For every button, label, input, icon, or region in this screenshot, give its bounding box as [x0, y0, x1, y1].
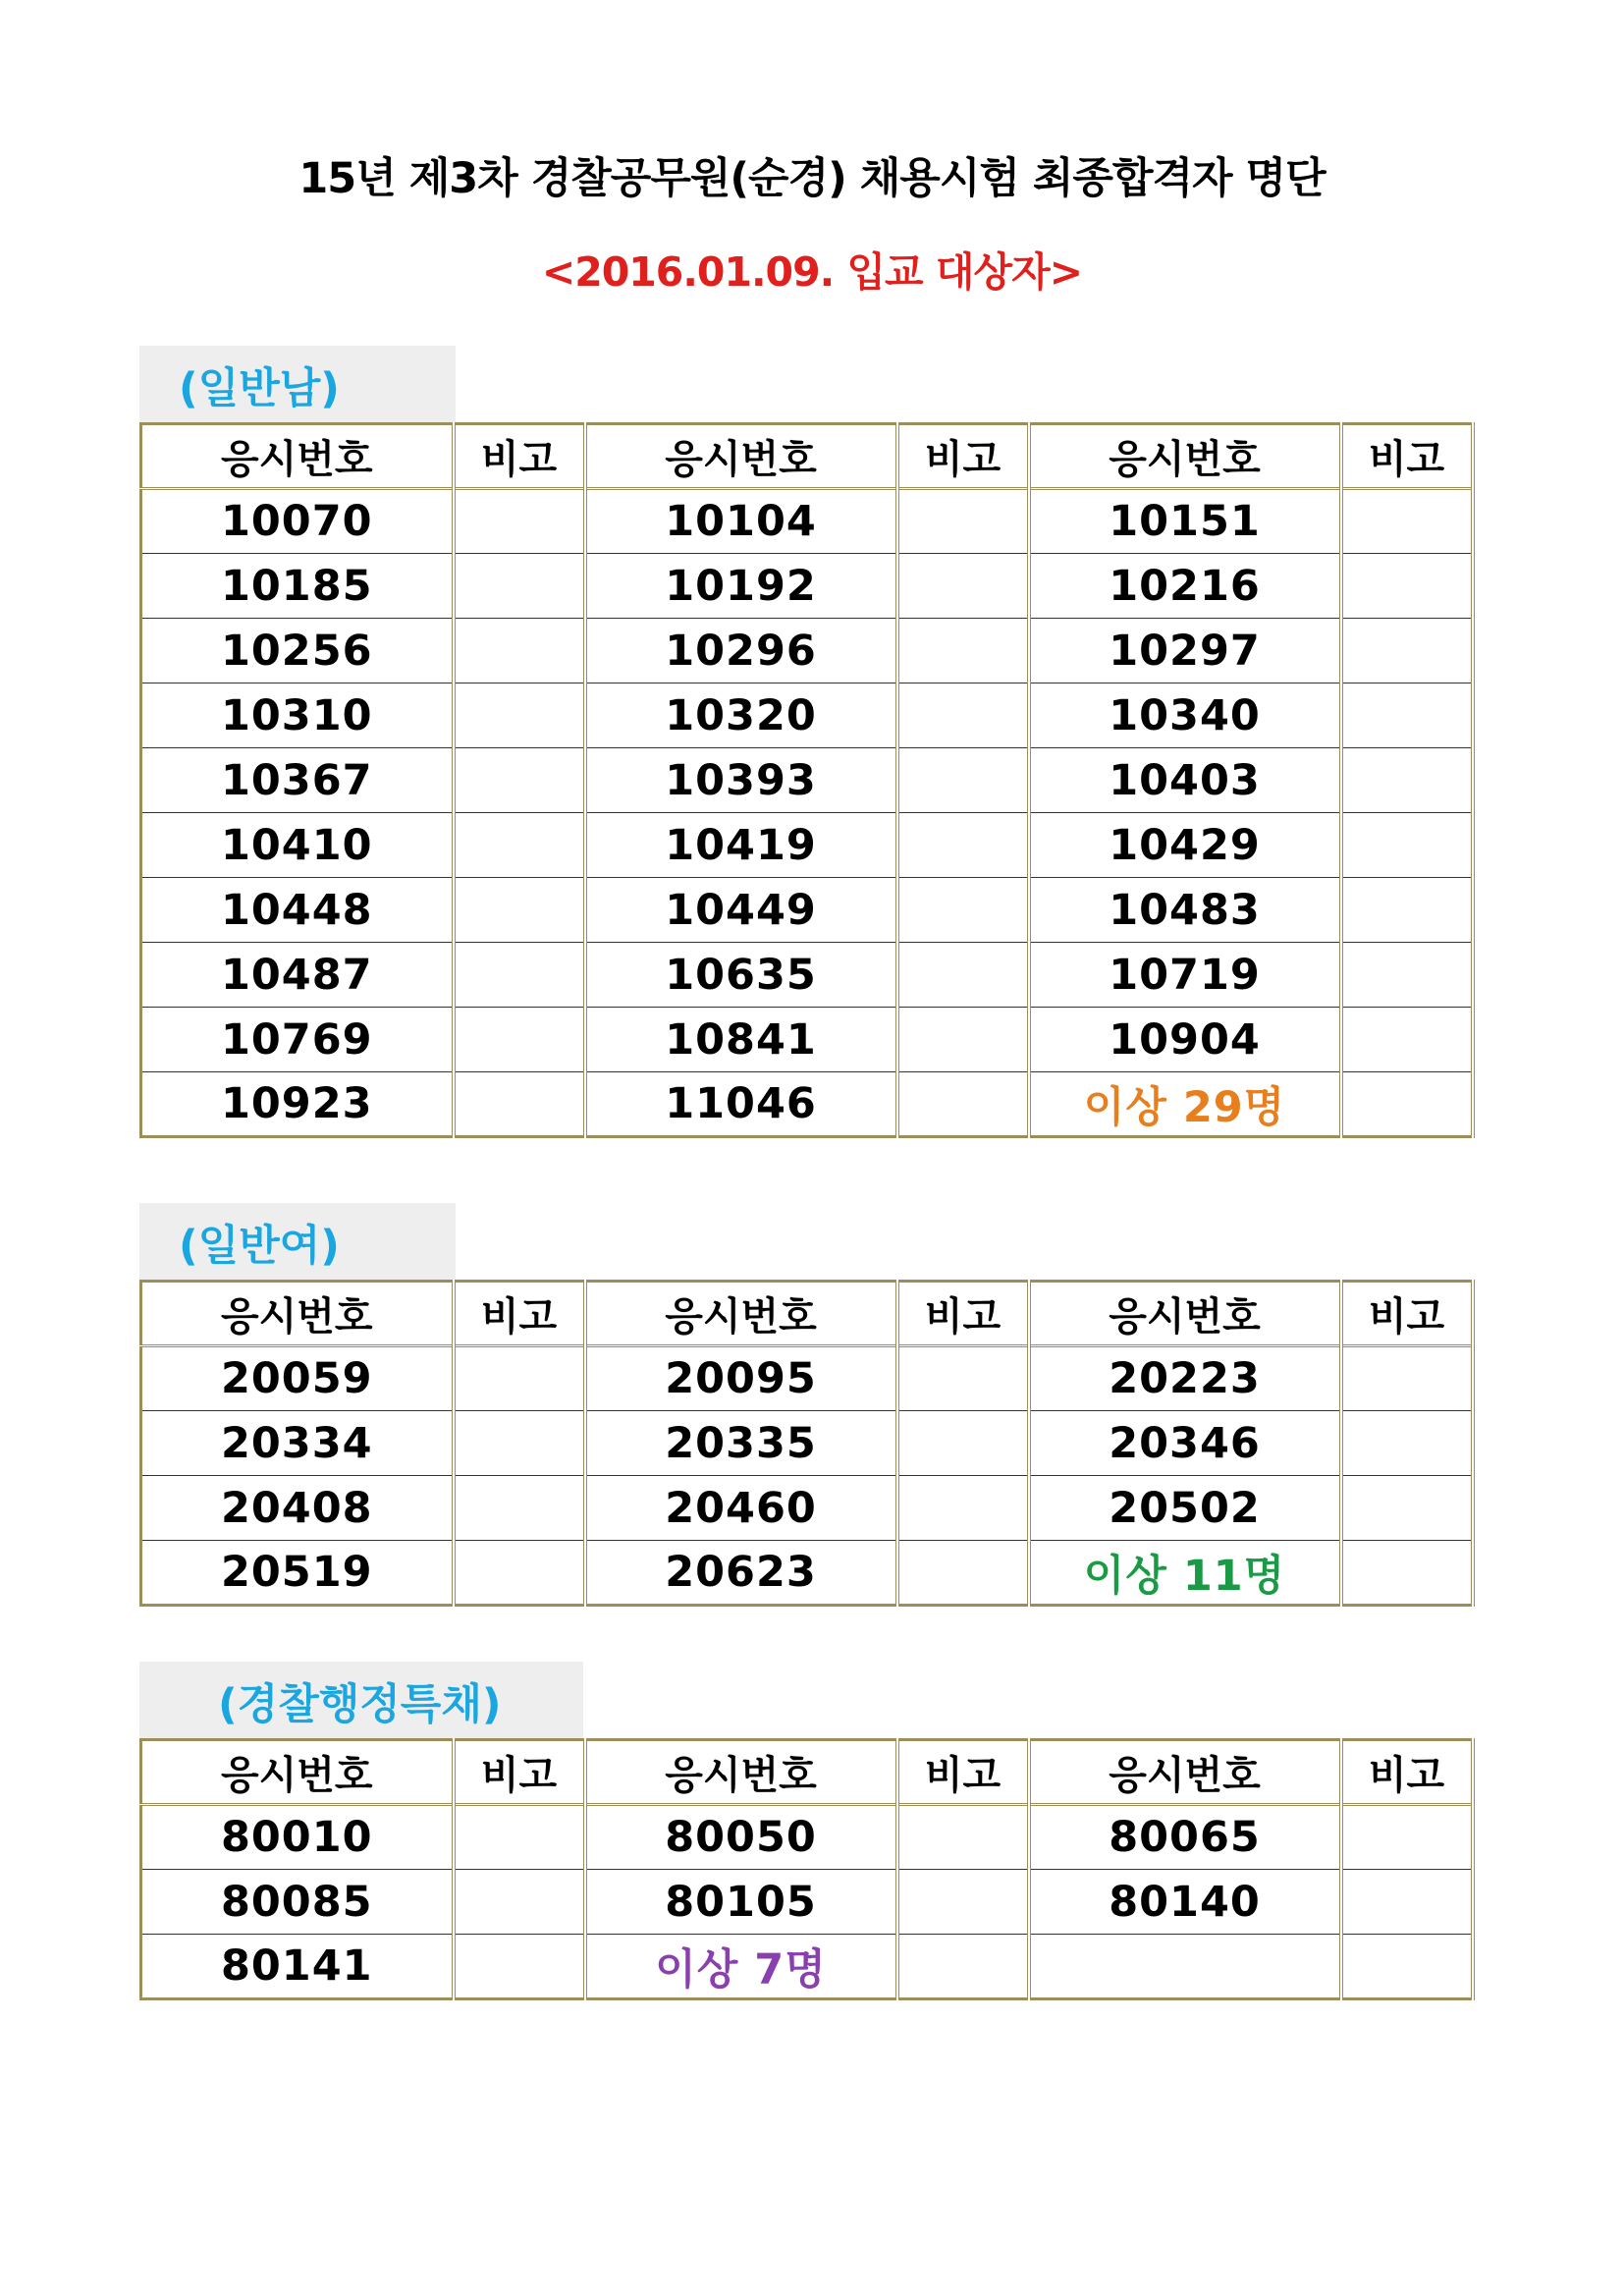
column-header-remark: 비고: [454, 1740, 585, 1805]
exam-number-cell: 10151: [1029, 489, 1341, 554]
section-label-police-admin-special: (경찰행정특채): [139, 1662, 583, 1738]
remark-cell: [1341, 1805, 1473, 1870]
remark-cell: [897, 1935, 1029, 1999]
total-count-note: 이상 11명: [1083, 1551, 1286, 1601]
remark-cell: [897, 1870, 1029, 1935]
remark-cell: [454, 1008, 585, 1072]
remark-cell: [454, 1346, 585, 1411]
remark-cell: [897, 619, 1029, 683]
roster-table-police-admin-special: [139, 1738, 1475, 2000]
column-header-remark: 비고: [1341, 1740, 1473, 1805]
table-row: [141, 489, 1473, 554]
table-row: [141, 1541, 1473, 1606]
table-row: [141, 1870, 1473, 1935]
header-row: [141, 1740, 1473, 1805]
remark-cell: [1341, 1541, 1473, 1606]
table-row: [141, 1008, 1473, 1072]
column-header-number: 응시번호: [1029, 1282, 1341, 1346]
column-header-remark: 비고: [897, 1282, 1029, 1346]
exam-number-cell: 80065: [1029, 1805, 1341, 1870]
table-row: [141, 683, 1473, 748]
exam-number-cell: 20502: [1029, 1476, 1341, 1541]
remark-cell: [454, 619, 585, 683]
exam-number-cell: 10340: [1029, 683, 1341, 748]
exam-number-cell: 80141: [220, 1941, 373, 1991]
remark-cell: [454, 554, 585, 619]
column-header-remark: 비고: [454, 1282, 585, 1346]
remark-cell: [454, 1541, 585, 1606]
remark-cell: [454, 943, 585, 1008]
column-header-number: 응시번호: [1029, 1740, 1341, 1805]
header-row: [141, 424, 1473, 489]
exam-number-cell: 10923: [220, 1079, 373, 1128]
remark-cell: [1341, 619, 1473, 683]
remark-cell: [1341, 1346, 1473, 1411]
total-count-note: 이상 29명: [1083, 1082, 1286, 1132]
exam-number-cell: 10449: [585, 878, 897, 943]
table-row: [141, 619, 1473, 683]
remark-cell: [1341, 1411, 1473, 1476]
remark-cell: [1341, 943, 1473, 1008]
remark-cell: [1341, 554, 1473, 619]
section-label-general-female: (일반여): [139, 1203, 456, 1280]
table-row: [141, 1476, 1473, 1541]
column-header-number: 응시번호: [585, 1740, 897, 1805]
exam-number-cell: 10719: [1029, 943, 1341, 1008]
exam-number-cell: 10635: [585, 943, 897, 1008]
exam-number-cell: 10320: [585, 683, 897, 748]
remark-cell: [1341, 489, 1473, 554]
remark-cell: [454, 683, 585, 748]
table-row: [141, 943, 1473, 1008]
remark-cell: [454, 1411, 585, 1476]
exam-number-cell: 80085: [141, 1870, 454, 1935]
exam-number-cell: 10297: [1029, 619, 1341, 683]
table-row: [141, 813, 1473, 878]
column-header-remark: 비고: [897, 1740, 1029, 1805]
exam-number-cell: 80105: [585, 1870, 897, 1935]
remark-cell: [897, 554, 1029, 619]
exam-number-cell: 20460: [585, 1476, 897, 1541]
remark-cell: [897, 748, 1029, 813]
document-subtitle: <2016.01.09. 입교 대상자>: [541, 248, 1083, 296]
exam-number-cell: 10769: [141, 1008, 454, 1072]
remark-cell: [454, 748, 585, 813]
remark-cell: [1341, 683, 1473, 748]
remark-cell: [454, 1072, 585, 1137]
remark-cell: [1341, 748, 1473, 813]
remark-cell: [897, 1541, 1029, 1606]
exam-number-cell: 10904: [1029, 1008, 1341, 1072]
exam-number-cell: 10429: [1029, 813, 1341, 878]
remark-cell: [1341, 878, 1473, 943]
exam-number-cell: 20059: [141, 1346, 454, 1411]
exam-number-cell: 10367: [141, 748, 454, 813]
remark-cell: [1341, 1072, 1473, 1137]
remark-cell: [897, 813, 1029, 878]
exam-number-cell: 10310: [141, 683, 454, 748]
remark-cell: [454, 878, 585, 943]
exam-number-cell: 10393: [585, 748, 897, 813]
header-row: [141, 1282, 1473, 1346]
column-header-number: 응시번호: [141, 1740, 454, 1805]
table-row: [141, 878, 1473, 943]
exam-number-cell: 10483: [1029, 878, 1341, 943]
remark-cell: [897, 1476, 1029, 1541]
exam-number-cell: 10296: [585, 619, 897, 683]
exam-number-cell: 20335: [585, 1411, 897, 1476]
exam-number-cell: 20334: [141, 1411, 454, 1476]
column-header-remark: 비고: [897, 424, 1029, 489]
exam-number-cell: 10487: [141, 943, 454, 1008]
roster-table-general-male: [139, 422, 1475, 1138]
exam-number-cell: 10185: [141, 554, 454, 619]
remark-cell: [454, 1805, 585, 1870]
exam-number-cell: 10104: [585, 489, 897, 554]
exam-number-cell: 80140: [1029, 1870, 1341, 1935]
remark-cell: [454, 489, 585, 554]
exam-number-cell: 80050: [585, 1805, 897, 1870]
remark-cell: [1341, 813, 1473, 878]
total-count-note: 이상 7명: [655, 1944, 827, 1995]
exam-number-cell: 20223: [1029, 1346, 1341, 1411]
section-label-general-male: (일반남): [139, 346, 456, 422]
exam-number-cell: 10216: [1029, 554, 1341, 619]
exam-number-cell: 10448: [141, 878, 454, 943]
column-header-number: 응시번호: [141, 424, 454, 489]
table-row: [141, 1072, 1473, 1137]
remark-cell: [897, 1346, 1029, 1411]
remark-cell: [1341, 1008, 1473, 1072]
exam-number-cell: 10410: [141, 813, 454, 878]
column-header-remark: 비고: [454, 424, 585, 489]
table-row: [141, 1346, 1473, 1411]
exam-number-cell: 20095: [585, 1346, 897, 1411]
exam-number-cell: 10403: [1029, 748, 1341, 813]
column-header-remark: 비고: [1341, 424, 1473, 489]
remark-cell: [454, 1476, 585, 1541]
exam-number-cell: 10841: [585, 1008, 897, 1072]
exam-number-cell: 10192: [585, 554, 897, 619]
remark-cell: [454, 813, 585, 878]
column-header-number: 응시번호: [1029, 424, 1341, 489]
exam-number-cell: 11046: [665, 1079, 817, 1128]
column-header-remark: 비고: [1341, 1282, 1473, 1346]
remark-cell: [897, 489, 1029, 554]
table-row: [141, 1411, 1473, 1476]
table-row: [141, 1805, 1473, 1870]
remark-cell: [897, 1072, 1029, 1137]
table-row: [141, 748, 1473, 813]
exam-number-cell: 80010: [141, 1805, 454, 1870]
roster-table-general-female: [139, 1280, 1475, 1607]
column-header-number: 응시번호: [585, 424, 897, 489]
exam-number-cell: 10256: [141, 619, 454, 683]
remark-cell: [897, 878, 1029, 943]
remark-cell: [454, 1870, 585, 1935]
exam-number-cell: 10419: [585, 813, 897, 878]
exam-number-cell: 20346: [1029, 1411, 1341, 1476]
column-header-number: 응시번호: [141, 1282, 454, 1346]
remark-cell: [1341, 1476, 1473, 1541]
remark-cell: [1341, 1935, 1473, 1999]
document-title: 15년 제3차 경찰공무원(순경) 채용시험 최종합격자 명단: [298, 154, 1326, 203]
column-header-number: 응시번호: [585, 1282, 897, 1346]
remark-cell: [897, 1805, 1029, 1870]
remark-cell: [454, 1935, 585, 1999]
remark-cell: [897, 943, 1029, 1008]
exam-number-cell: 20408: [141, 1476, 454, 1541]
exam-number-cell: 10070: [141, 489, 454, 554]
table-row: [141, 554, 1473, 619]
remark-cell: [897, 683, 1029, 748]
remark-cell: [897, 1411, 1029, 1476]
table-row: [141, 1935, 1473, 1999]
remark-cell: [1341, 1870, 1473, 1935]
exam-number-cell: 20623: [665, 1548, 817, 1597]
remark-cell: [897, 1008, 1029, 1072]
exam-number-cell: [1029, 1935, 1341, 1999]
exam-number-cell: 20519: [220, 1548, 373, 1597]
